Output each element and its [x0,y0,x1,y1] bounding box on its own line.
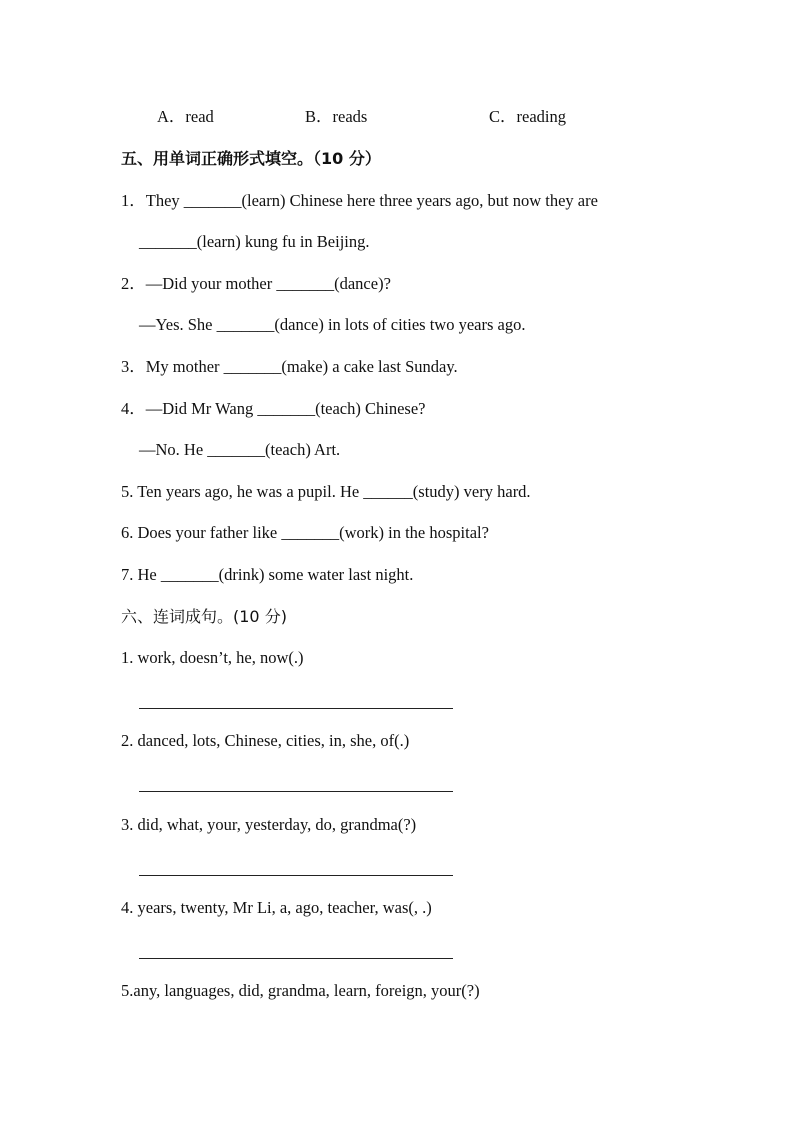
s5-q1-line2: _______(learn) kung fu in Beijing. [139,232,370,251]
s5-q6: 6. Does your father like _______(work) in the hospital? [121,523,489,542]
s6-q1: 1. work, doesn’t, he, now(.) [121,648,304,667]
s6-q5: 5.any, languages, did, grandma, learn, foreign, your(?) [121,981,480,1000]
s5-q5: 5. Ten years ago, he was a pupil. He ______(study) very hard. [121,482,531,501]
answer-line-3[interactable] [139,875,453,876]
s5-q4-line1: 4．—Did Mr Wang _______(teach) Chinese? [121,399,426,418]
answer-line-2[interactable] [139,791,453,792]
s5-q4-line2: —No. He _______(teach) Art. [139,440,341,459]
option-c[interactable]: C．reading [489,107,566,126]
s5-q2-line1: 2．—Did your mother _______(dance)? [121,274,391,293]
option-b[interactable]: B．reads [305,107,368,126]
s5-q2-line2: —Yes. She _______(dance) in lots of cities two years ago. [139,315,526,334]
answer-line-1[interactable] [139,708,453,709]
section-5-heading: 五、用单词正确形式填空。（10 分） [121,149,381,168]
s6-q3: 3. did, what, your, yesterday, do, grandma(?) [121,815,417,834]
section-6-heading: 六、连词成句。(10 分) [121,607,287,626]
option-a[interactable]: A．read [157,107,214,126]
s5-q3: 3．My mother _______(make) a cake last Sunday. [121,357,458,376]
s5-q7: 7. He _______(drink) some water last night. [121,565,414,584]
s6-q2: 2. danced, lots, Chinese, cities, in, she, of(.) [121,731,410,750]
s5-q1-line1: 1．They _______(learn) Chinese here three years ago, but now they are [121,191,598,210]
answer-line-4[interactable] [139,958,453,959]
s6-q4: 4. years, twenty, Mr Li, a, ago, teacher, was(, .) [121,898,432,917]
